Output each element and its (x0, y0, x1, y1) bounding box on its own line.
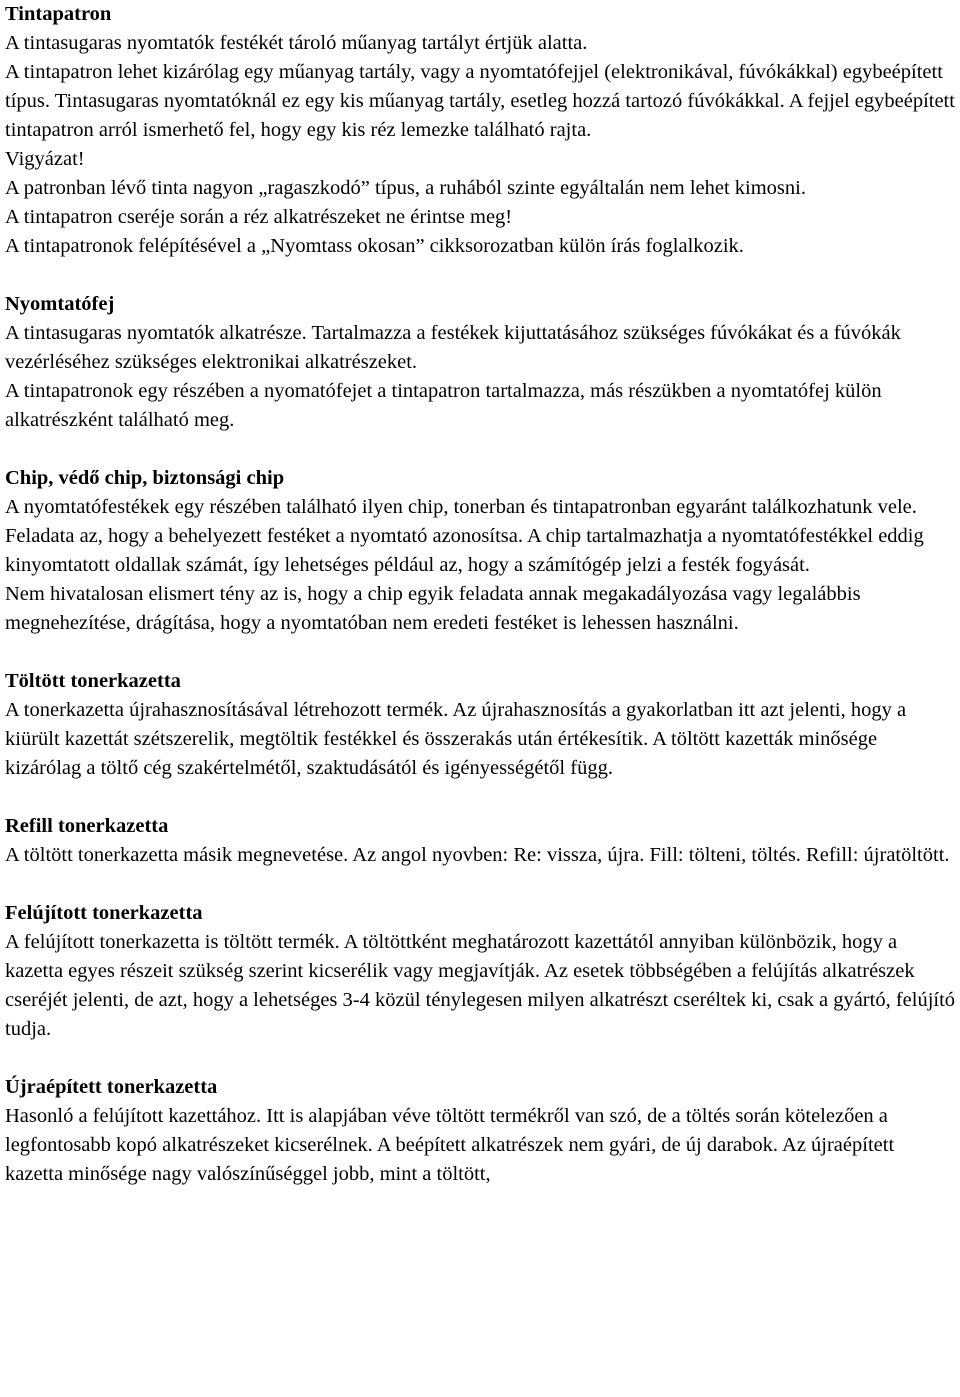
section-spacer (5, 435, 957, 464)
paragraph: Hasonló a felújított kazettához. Itt is alapjában véve töltött termékről van szó, de a töltés során kötelezően a legfontosabb kopó alkatrészeket kicserélnek. A beépített alkatrészek nem gyári, de új darabok. Az újraépített kazetta minősége nagy valószínűséggel jobb, mint a töltött, (5, 1105, 895, 1185)
section-chip (5, 464, 957, 638)
section-ujraepitett-tonerkazetta (5, 1073, 957, 1189)
section-tintapatron (5, 0, 957, 261)
paragraph: A töltött tonerkazetta másik megnevetése. Az angol nyovben: Re: vissza, újra. Fill: tölteni, töltés. Refill: újratöltött. (5, 844, 950, 866)
section-heading: Refill tonerkazetta (5, 815, 169, 837)
section-heading: Újraépített tonerkazetta (5, 1076, 218, 1098)
section-heading: Nyomtatófej (5, 293, 115, 315)
document-page (5, 0, 957, 1189)
section-heading: Chip, védő chip, biztonsági chip (5, 467, 285, 489)
paragraph: A tintasugaras nyomtatók festékét tároló műanyag tartályt értjük alatta. (5, 32, 588, 54)
warning-label: Vigyázat! (5, 148, 85, 170)
paragraph: A nyomtatófestékek egy részében található ilyen chip, tonerban és tintapatronban egyaránt találkozhatunk vele. (5, 496, 917, 518)
paragraph: A felújított tonerkazetta is töltött termék. A töltöttként meghatározott kazettától annyiban különbözik, hogy a kazetta egyes részeit szükség szerint kicserélik vagy megjavítják. Az esetek többségében a felújítás alkatrészek cseréjét jelenti, de azt, hogy a lehetséges 3-4 közül ténylegesen milyen alkatrészt cseréltek ki, csak a gyártó, felújító tudja. (5, 931, 956, 1040)
paragraph: Feladata az, hogy a behelyezett festéket a nyomtató azonosítsa. A chip tartalmazhatja a nyomtatófestékkel eddig kinyomtatott oldallak számát, így lehetséges például az, hogy a számítógép jelzi a festék fogyását. (5, 525, 924, 576)
section-spacer (5, 261, 957, 290)
section-heading: Tintapatron (5, 3, 112, 25)
paragraph: A tintapatronok felépítésével a „Nyomtass okosan” cikksorozatban külön írás foglalkozik. (5, 235, 744, 257)
section-toltott-tonerkazetta (5, 667, 957, 783)
section-nyomtatofej (5, 290, 957, 435)
paragraph: A tintapatron lehet kizárólag egy műanyag tartály, vagy a nyomtatófejjel (elektronikával, fúvókákkal) egybeépített típus. Tintasugaras nyomtatóknál ez egy kis műanyag tartály, esetleg hozzá tartozó fúvókákkal. A fejjel egybeépített tintapatron arról ismerhető fel, hogy egy kis réz lemezke található rajta. (5, 61, 955, 141)
paragraph: A tintasugaras nyomtatók alkatrésze. Tartalmazza a festékek kijuttatásához szükséges fúvókákat és a fúvókák vezérléséhez szükséges elektronikai alkatrészeket. (5, 322, 901, 373)
section-refill-tonerkazetta (5, 812, 957, 870)
paragraph: A tintapatron cseréje során a réz alkatrészeket ne érintse meg! (5, 206, 513, 228)
section-heading: Töltött tonerkazetta (5, 670, 181, 692)
paragraph: A tonerkazetta újrahasznosításával létrehozott termék. Az újrahasznosítás a gyakorlatban itt azt jelenti, hogy a kiürült kazettát szétszerelik, megtöltik festékkel és összerakás után értékesítik. A töltött kazetták minősége kizárólag a töltő cég szakértelmétől, szaktudásától és igényességétől függ. (5, 699, 907, 779)
section-spacer (5, 870, 957, 899)
section-felujitott-tonerkazetta (5, 899, 957, 1044)
section-spacer (5, 638, 957, 667)
section-spacer (5, 783, 957, 812)
section-heading: Felújított tonerkazetta (5, 902, 203, 924)
paragraph: A patronban lévő tinta nagyon „ragaszkodó” típus, a ruhából szinte egyáltalán nem lehet kimosni. (5, 177, 806, 199)
paragraph: Nem hivatalosan elismert tény az is, hogy a chip egyik feladata annak megakadályozása vagy legalábbis megnehezítése, drágítása, hogy a nyomtatóban nem eredeti festéket is lehessen használni. (5, 583, 861, 634)
section-spacer (5, 1044, 957, 1073)
paragraph: A tintapatronok egy részében a nyomatófejet a tintapatron tartalmazza, más részükben a nyomtatófej külön alkatrészként található meg. (5, 380, 882, 431)
